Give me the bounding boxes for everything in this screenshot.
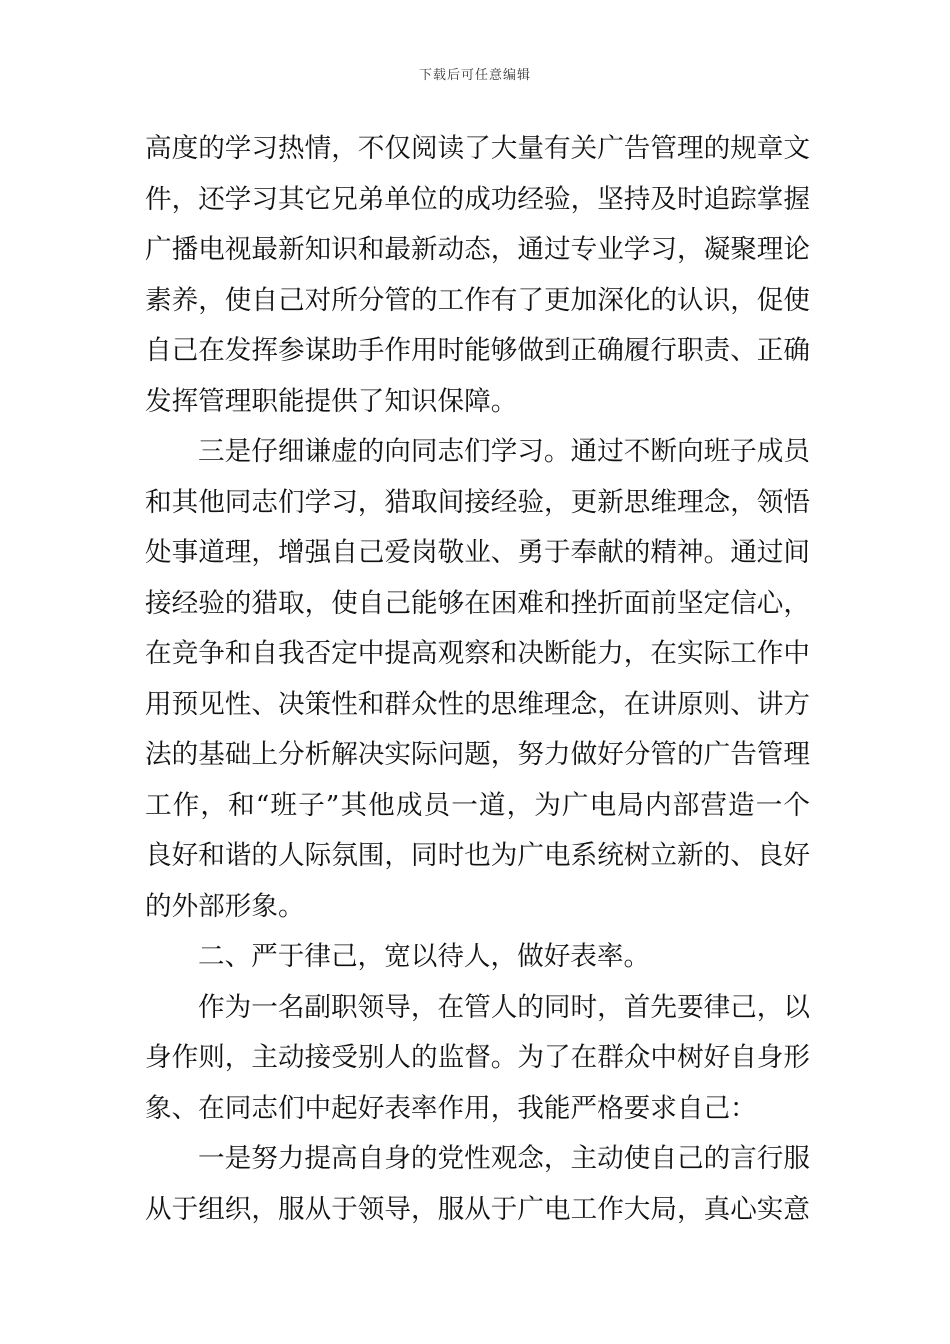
text-line: 和其他同志们学习，猎取间接经验，更新思维理念，领悟 bbox=[145, 486, 810, 518]
text-line: 象、在同志们中起好表率作用，我能严格要求自己： bbox=[145, 1092, 757, 1124]
text-line: 从于组织，服从于领导，服从于广电工作大局，真心实意 bbox=[145, 1193, 810, 1225]
text-line: 一是努力提高自身的党性观念，主动使自己的言行服 bbox=[198, 1143, 810, 1174]
text-line: 件，还学习其它兄弟单位的成功经验，坚持及时追踪掌握 bbox=[145, 183, 810, 215]
text-line: 身作则，主动接受别人的监督。为了在群众中树好自身形 bbox=[145, 1042, 810, 1073]
text-line: 处事道理，增强自己爱岗敬业、勇于奉献的精神。通过间 bbox=[145, 537, 810, 568]
text-line: 用预见性、决策性和群众性的思维理念，在讲原则、讲方 bbox=[145, 688, 810, 720]
text-line: 三是仔细谦虚的向同志们学习。通过不断向班子成员 bbox=[198, 436, 810, 467]
text-line: 自己在发挥参谋助手作用时能够做到正确履行职责、正确 bbox=[145, 335, 810, 366]
page-header: 下载后可任意编辑 bbox=[418, 68, 531, 83]
text-line: 接经验的猎取，使自己能够在困难和挫折面前坚定信心， bbox=[145, 587, 810, 619]
document-body bbox=[145, 124, 810, 1235]
text-line: 广播电视最新知识和最新动态，通过专业学习，凝聚理论 bbox=[145, 234, 810, 265]
text-line: 二、严于律己，宽以待人，做好表率。 bbox=[198, 941, 651, 972]
text-line: 发挥管理职能提供了知识保障。 bbox=[145, 385, 518, 417]
text-line: 作为一名副职领导，在管人的同时，首先要律己，以 bbox=[198, 991, 810, 1023]
text-line: 的外部形象。 bbox=[145, 890, 305, 922]
text-line: 在竞争和自我否定中提高观察和决断能力，在实际工作中 bbox=[145, 638, 810, 669]
text-line: 高度的学习热情，不仅阅读了大量有关广告管理的规章文 bbox=[145, 133, 810, 164]
text-line: 素养，使自己对所分管的工作有了更加深化的认识，促使 bbox=[145, 284, 810, 316]
text-line: 良好和谐的人际氛围，同时也为广电系统树立新的、良好 bbox=[145, 840, 810, 871]
text-line: 法的基础上分析解决实际问题，努力做好分管的广告管理 bbox=[145, 739, 810, 770]
text-line: 工作，和“班子”其他成员一道，为广电局内部营造一个 bbox=[145, 789, 810, 821]
